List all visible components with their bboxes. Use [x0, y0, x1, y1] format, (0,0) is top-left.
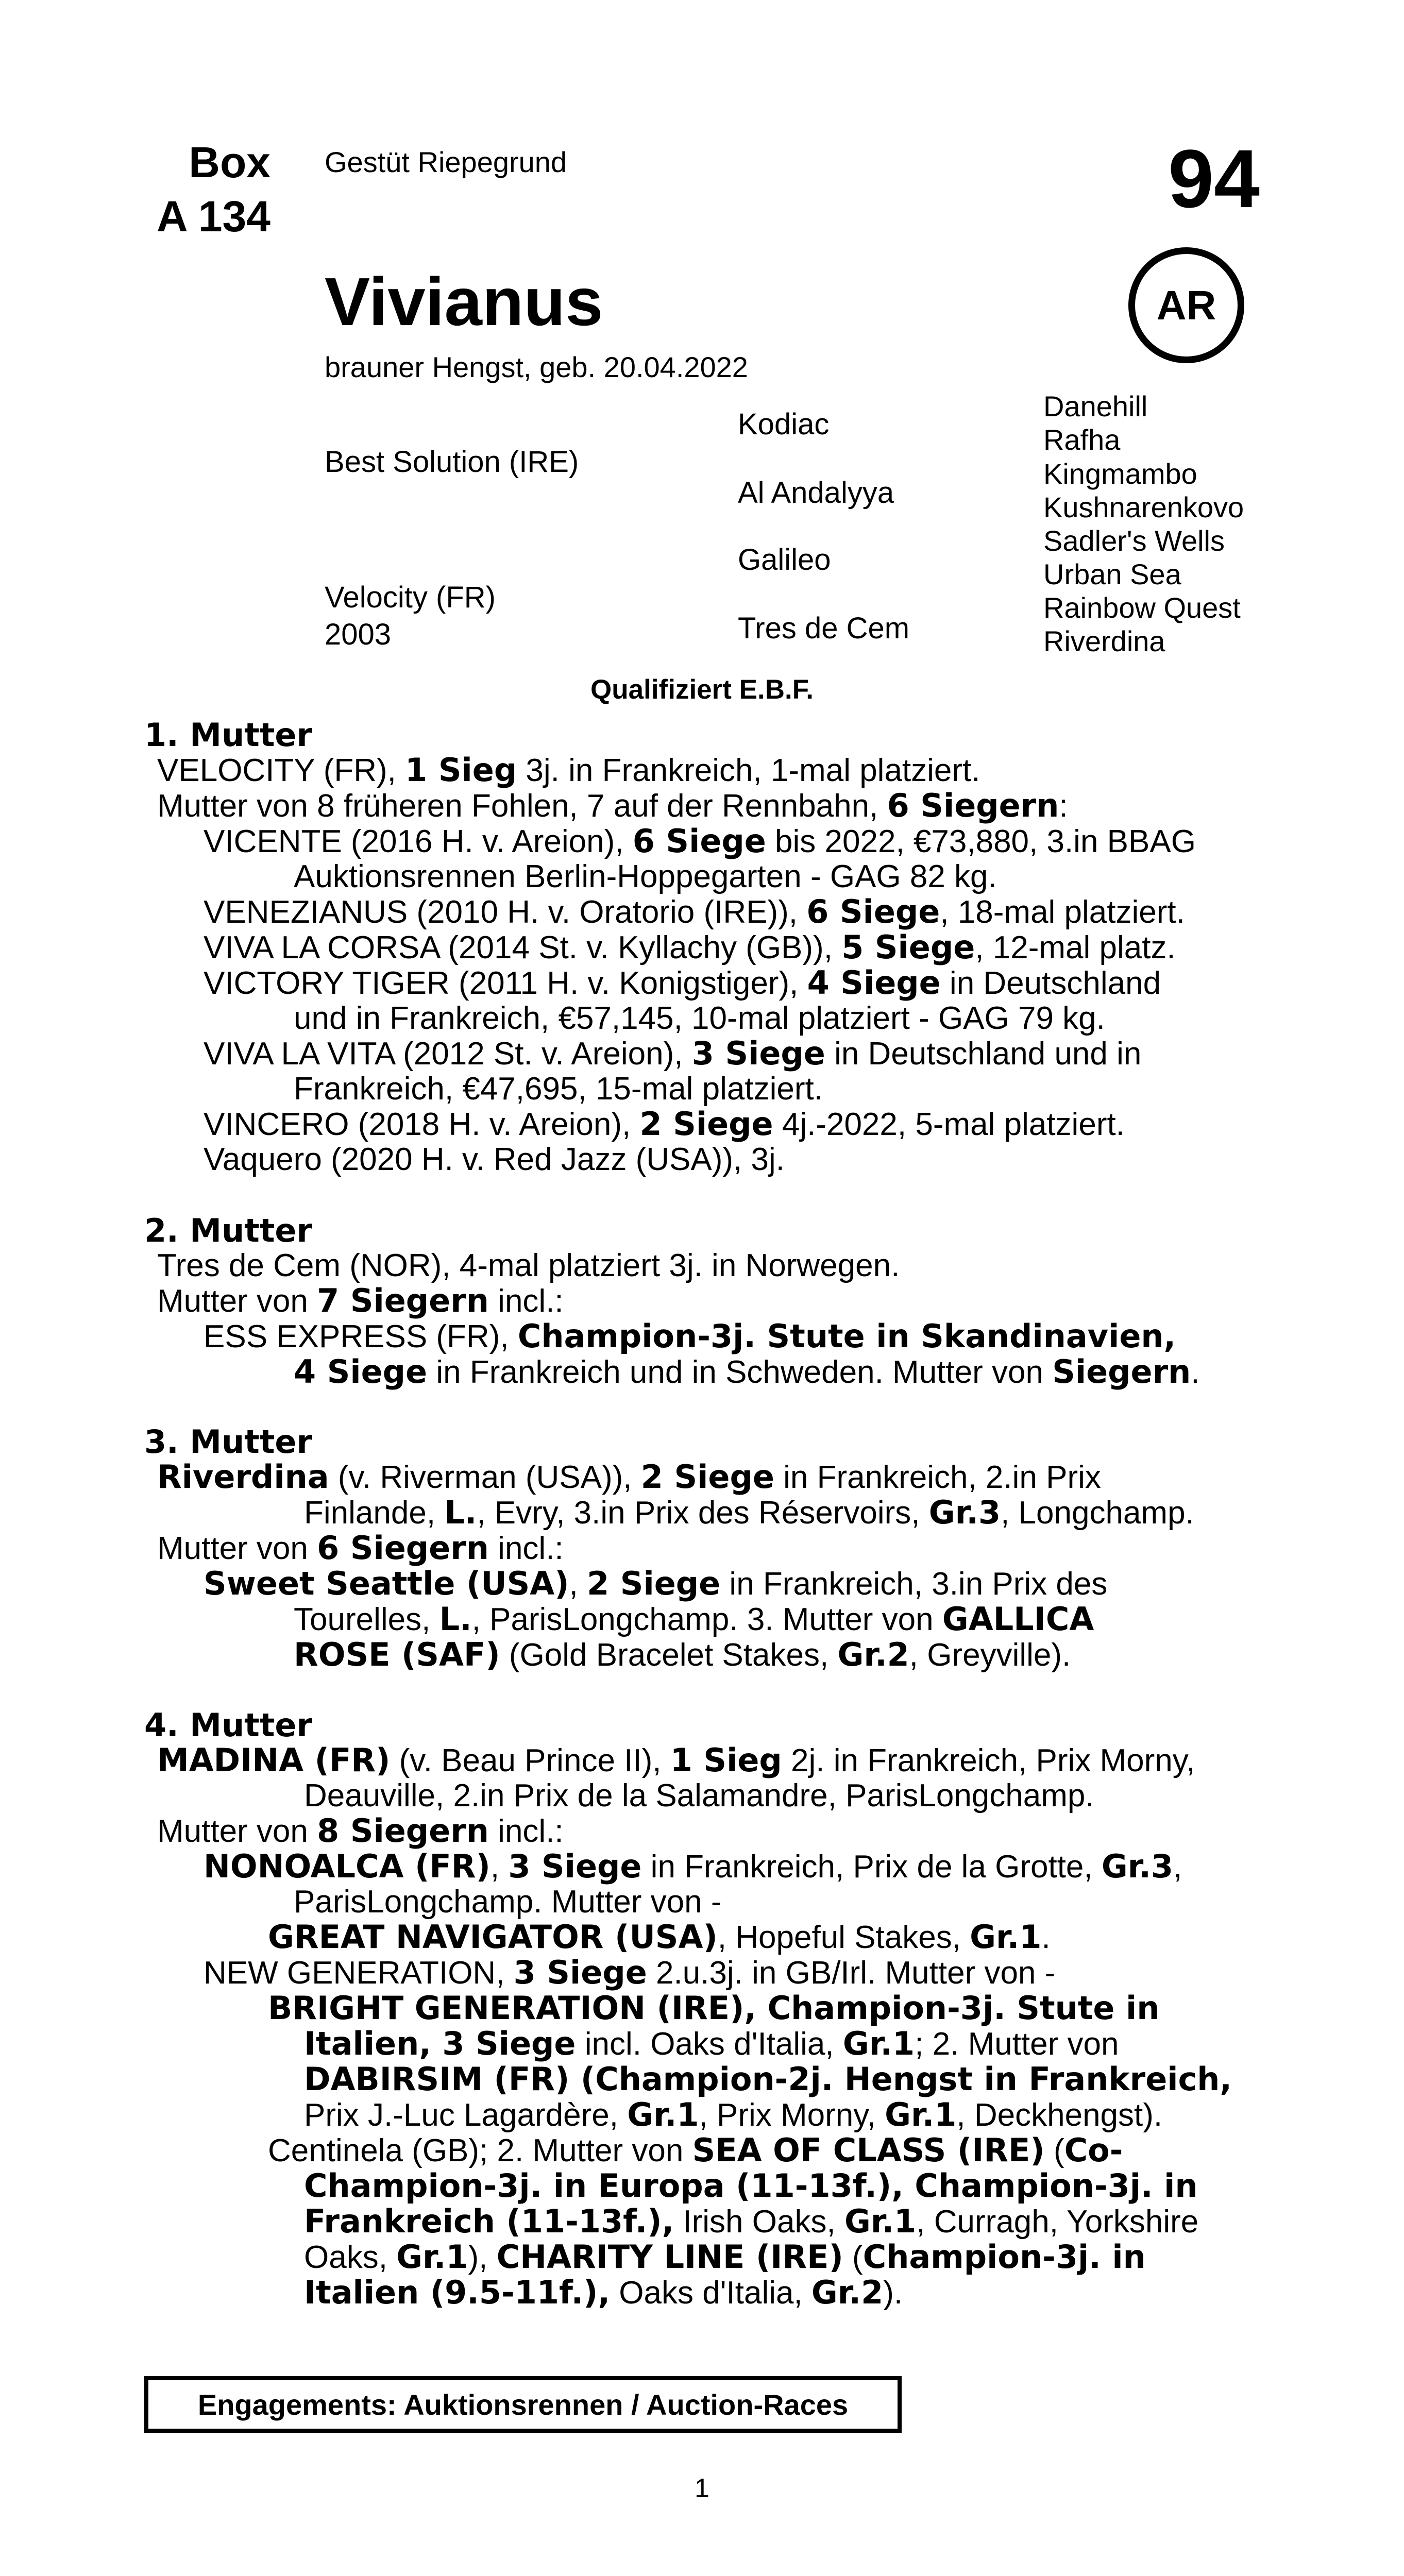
dam-record-cont: Deauville, 2.in Prix de la Salamandre, ParisLongchamp.	[304, 1778, 1094, 1814]
produce-summary: Mutter von 6 Siegern incl.:	[157, 1529, 564, 1567]
horse-description: brauner Hengst, geb. 20.04.2022	[325, 351, 748, 383]
grand-offspring-entry-cont: Prix J.-Luc Lagardère, Gr.1, Prix Morny, Gr.1, Deckhengst).	[304, 2096, 1163, 2133]
grand-offspring-entry-cont: Italien (9.5-11f.), Oaks d'Italia, Gr.2).	[304, 2274, 903, 2311]
offspring-entry: Sweet Seattle (USA), 2 Siege in Frankreich, 3.in Prix des	[204, 1565, 1108, 1602]
box-number: A 134	[156, 192, 270, 241]
offspring-entry-cont: ParisLongchamp. Mutter von -	[294, 1884, 722, 1920]
offspring-entry-cont: 4 Siege in Frankreich und in Schweden. Mutter von Siegern.	[294, 1353, 1200, 1391]
grand-offspring-entry-cont: Oaks, Gr.1), CHARITY LINE (IRE) (Champion-3j. in	[304, 2238, 1146, 2276]
produce-summary: Mutter von 7 Siegern incl.:	[157, 1282, 564, 1319]
section-heading: 2. Mutter	[144, 1212, 313, 1249]
offspring-entry-cont: Tourelles, L., ParisLongchamp. 3. Mutter von GALLICA	[294, 1600, 1094, 1638]
offspring-entry: ESS EXPRESS (FR), Champion-3j. Stute in Skandinavien,	[204, 1317, 1176, 1355]
fourth-dam-section	[144, 1708, 1262, 2311]
pedigree-grandparent: Galileo	[738, 543, 831, 577]
section-heading: 3. Mutter	[144, 1423, 313, 1461]
ar-badge-label: AR	[1156, 282, 1216, 328]
first-dam-section	[144, 718, 1262, 1177]
dam-record: Riverdina (v. Riverman (USA)), 2 Siege in Frankreich, 2.in Prix	[157, 1458, 1101, 1496]
pedigree-dam: Velocity (FR)	[325, 581, 496, 614]
grand-offspring-entry-cont: Italien, 3 Siege incl. Oaks d'Italia, Gr.1; 2. Mutter von	[304, 2025, 1119, 2062]
offspring-entry: VENEZIANUS (2010 H. v. Oratorio (IRE)), 6 Siege, 18-mal platziert.	[204, 893, 1185, 930]
box-label: Box	[189, 138, 270, 187]
dam-record: MADINA (FR) (v. Beau Prince II), 1 Sieg 2j. in Frankreich, Prix Morny,	[157, 1741, 1195, 1779]
pedigree-great-grandparent: Danehill	[1043, 390, 1148, 422]
pedigree-great-grandparent: Riverdina	[1043, 625, 1165, 657]
breeder-name: Gestüt Riepegrund	[325, 146, 567, 178]
dam-record-cont: Finlande, L., Evry, 3.in Prix des Réservoirs, Gr.3, Longchamp.	[304, 1494, 1194, 1531]
horse-name: Vivianus	[325, 264, 603, 340]
pedigree-great-grandparent: Urban Sea	[1043, 558, 1181, 590]
produce-summary: Mutter von 8 Siegern incl.:	[157, 1812, 564, 1850]
offspring-entry: NEW GENERATION, 3 Siege 2.u.3j. in GB/Irl. Mutter von -	[204, 1954, 1056, 1991]
offspring-entry: VICENTE (2016 H. v. Areion), 6 Siege bis 2022, €73,880, 3.in BBAG	[204, 822, 1196, 860]
dam-record: Tres de Cem (NOR), 4-mal platziert 3j. in Norwegen.	[157, 1248, 900, 1283]
pedigree-great-grandparent: Rainbow Quest	[1043, 591, 1241, 624]
grand-offspring-entry-cont: DABIRSIM (FR) (Champion-2j. Hengst in Frankreich,	[304, 2060, 1232, 2098]
grand-offspring-entry: Centinela (GB); 2. Mutter von SEA OF CLASS (IRE) (Co-	[268, 2131, 1123, 2169]
offspring-entry-cont: Auktionsrennen Berlin-Hoppegarten - GAG 82 kg.	[294, 859, 997, 894]
offspring-entry: VIVA LA CORSA (2014 St. v. Kyllachy (GB)), 5 Siege, 12-mal platz.	[204, 928, 1176, 966]
pedigree-grandparent: Kodiac	[738, 408, 830, 441]
grand-offspring-entry: GREAT NAVIGATOR (USA), Hopeful Stakes, Gr.1.	[268, 1918, 1051, 1956]
grand-offspring-entry-cont: Frankreich (11-13f.), Irish Oaks, Gr.1, Curragh, Yorkshire	[304, 2202, 1199, 2240]
engagements-label: Engagements: Auktionsrennen / Auction-Races	[197, 2388, 849, 2421]
page-number: 1	[695, 2473, 709, 2503]
offspring-entry-cont: Frankreich, €47,695, 15-mal platziert.	[294, 1071, 823, 1107]
grand-offspring-entry: BRIGHT GENERATION (IRE), Champion-3j. Stute in	[268, 1989, 1160, 2027]
pedigree-great-grandparent: Kingmambo	[1043, 457, 1197, 490]
produce-summary: Mutter von 8 früheren Fohlen, 7 auf der Rennbahn, 6 Siegern:	[157, 787, 1068, 824]
ar-badge	[1128, 247, 1244, 363]
offspring-entry: VICTORY TIGER (2011 H. v. Konigstiger), 4 Siege in Deutschland	[204, 964, 1161, 1002]
pedigree-great-grandparent: Kushnarenkovo	[1043, 491, 1244, 523]
lot-number: 94	[1168, 132, 1260, 225]
qualification: Qualifiziert E.B.F.	[590, 674, 814, 705]
pedigree-sire: Best Solution (IRE)	[325, 445, 579, 479]
offspring-entry: VIVA LA VITA (2012 St. v. Areion), 3 Siege in Deutschland und in	[204, 1035, 1142, 1072]
offspring-entry-cont: ROSE (SAF) (Gold Bracelet Stakes, Gr.2, Greyville).	[294, 1636, 1071, 1673]
section-heading: 1. Mutter	[144, 716, 313, 754]
section-heading: 4. Mutter	[144, 1706, 313, 1744]
pedigree-great-grandparent: Rafha	[1043, 423, 1121, 456]
pedigree-great-grandparent: Sadler's Wells	[1043, 524, 1225, 557]
offspring-entry: VINCERO (2018 H. v. Areion), 2 Siege 4j.-2022, 5-mal platziert.	[204, 1105, 1125, 1143]
offspring-entry: NONOALCA (FR), 3 Siege in Frankreich, Prix de la Grotte, Gr.3,	[204, 1848, 1182, 1885]
offspring-entry-cont: und in Frankreich, €57,145, 10-mal platziert - GAG 79 kg.	[294, 1001, 1105, 1036]
pedigree-grandparent: Al Andalyya	[738, 476, 894, 510]
dam-record: VELOCITY (FR), 1 Sieg 3j. in Frankreich, 1-mal platziert.	[157, 751, 980, 789]
offspring-entry: Vaquero (2020 H. v. Red Jazz (USA)), 3j.	[204, 1142, 785, 1177]
second-dam-section	[144, 1213, 1262, 1390]
pedigree-grandparent: Tres de Cem	[738, 612, 910, 645]
engagements-box	[144, 2376, 902, 2433]
grand-offspring-entry-cont: Champion-3j. in Europa (11-13f.), Champion-3j. in	[304, 2167, 1198, 2205]
third-dam-section	[144, 1425, 1262, 1673]
pedigree-dam-year: 2003	[325, 618, 392, 651]
